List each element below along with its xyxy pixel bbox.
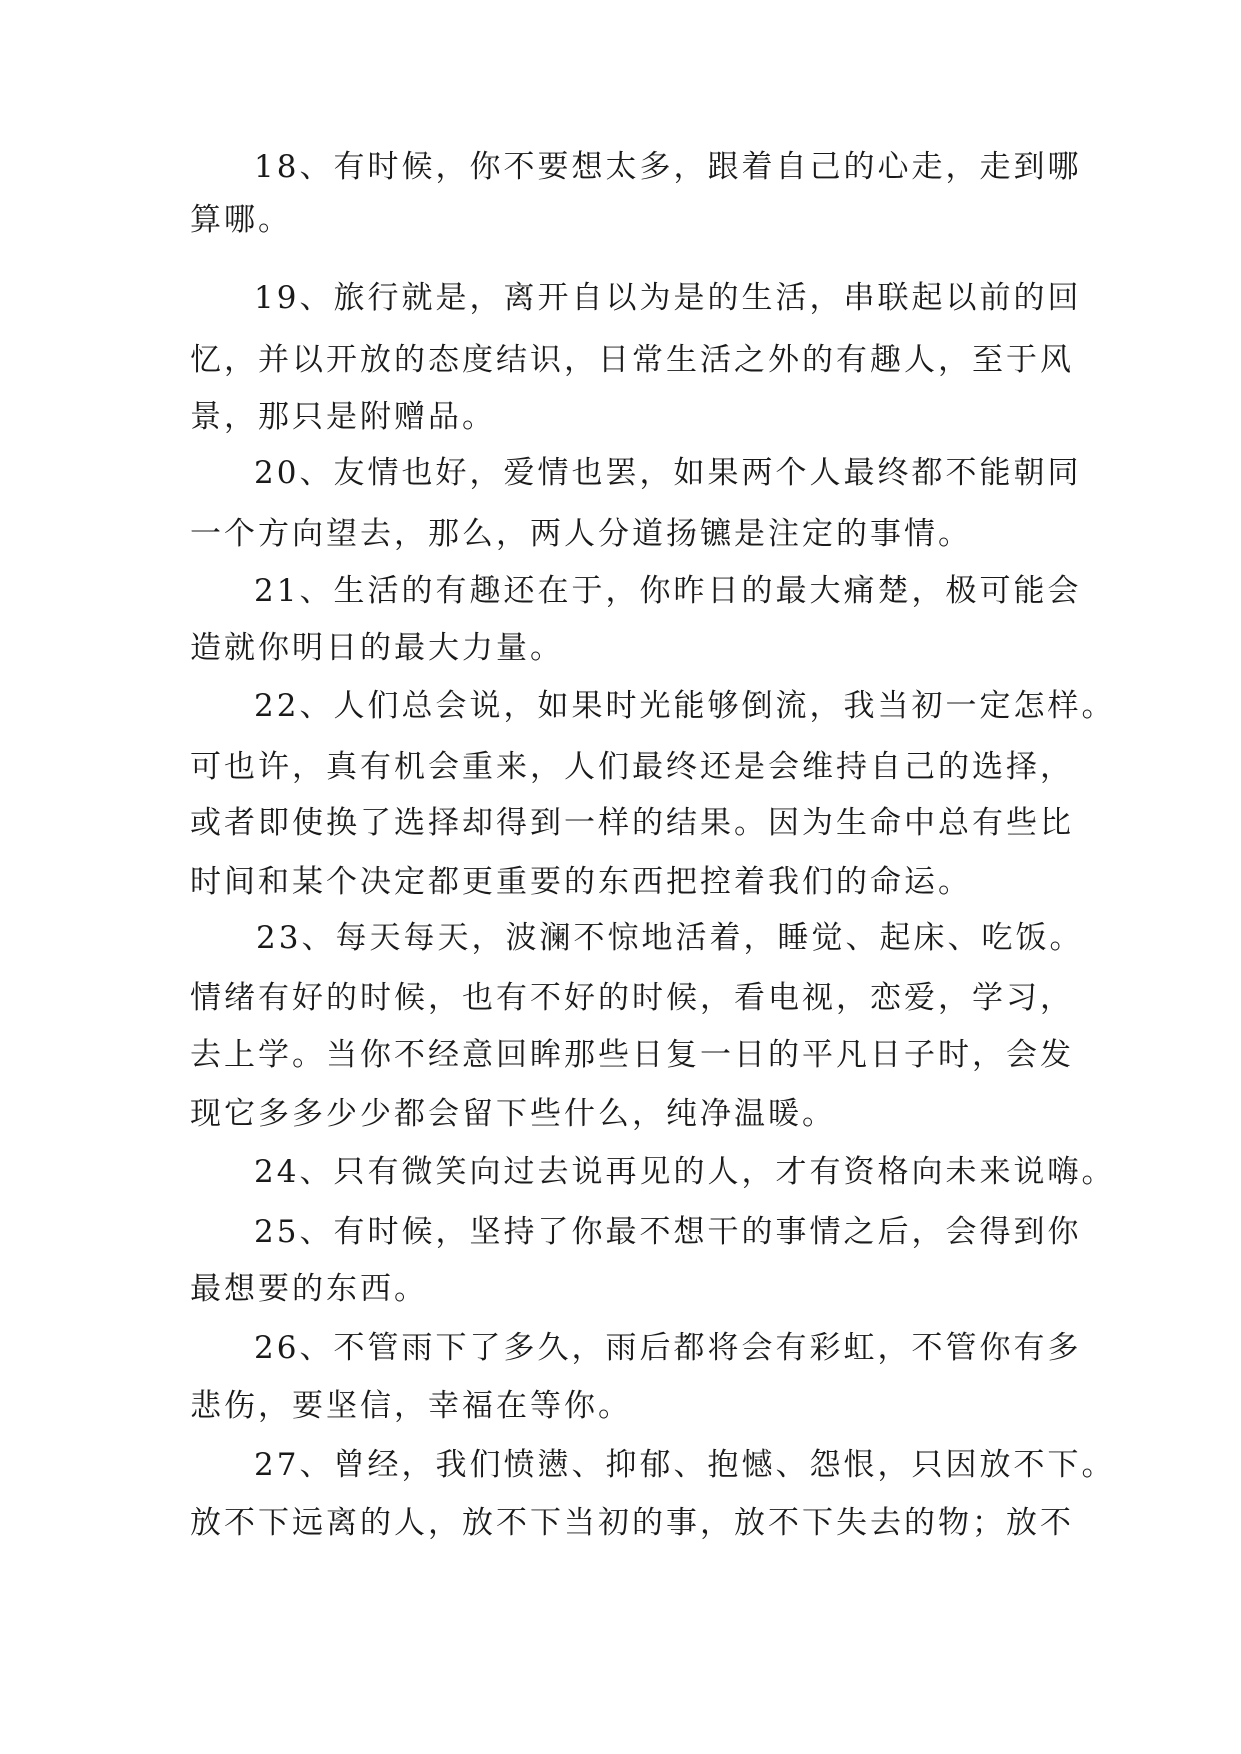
text-line: 23、每天每天，波澜不惊地活着，睡觉、起床、吃饭。 bbox=[256, 920, 1084, 956]
text-line: 20、友情也好，爱情也罢，如果两个人最终都不能朝同 bbox=[254, 455, 1082, 491]
text-line: 21、生活的有趣还在于，你昨日的最大痛楚，极可能会 bbox=[254, 573, 1082, 609]
text-line: 放不下远离的人，放不下当初的事，放不下失去的物；放不 bbox=[190, 1505, 1074, 1541]
text-line: 22、人们总会说，如果时光能够倒流，我当初一定怎样。 bbox=[254, 688, 1116, 724]
text-line: 情绪有好的时候，也有不好的时候，看电视，恋爱，学习， bbox=[190, 980, 1074, 1016]
text-line: 景，那只是附赠品。 bbox=[190, 399, 496, 435]
text-line: 时间和某个决定都更重要的东西把控着我们的命运。 bbox=[190, 864, 972, 900]
text-line: 26、不管雨下了多久，雨后都将会有彩虹，不管你有多 bbox=[254, 1330, 1082, 1366]
text-line: 可也许，真有机会重来，人们最终还是会维持自己的选择， bbox=[190, 749, 1074, 785]
text-line: 最想要的东西。 bbox=[190, 1271, 428, 1307]
text-line: 去上学。当你不经意回眸那些日复一日的平凡日子时，会发 bbox=[190, 1037, 1074, 1073]
text-line: 25、有时候，坚持了你最不想干的事情之后，会得到你 bbox=[254, 1214, 1082, 1250]
text-line: 现它多多少少都会留下些什么，纯净温暖。 bbox=[190, 1096, 836, 1132]
text-line: 27、曾经，我们愤懑、抑郁、抱憾、怨恨，只因放不下。 bbox=[254, 1447, 1116, 1483]
text-line: 19、旅行就是，离开自以为是的生活，串联起以前的回 bbox=[254, 280, 1082, 316]
text-line: 算哪。 bbox=[190, 202, 292, 238]
text-line: 18、有时候，你不要想太多，跟着自己的心走，走到哪 bbox=[254, 149, 1082, 185]
text-line: 24、只有微笑向过去说再见的人，才有资格向未来说嗨。 bbox=[254, 1154, 1116, 1190]
text-line: 悲伤，要坚信，幸福在等你。 bbox=[190, 1388, 632, 1424]
text-line: 一个方向望去，那么，两人分道扬镳是注定的事情。 bbox=[190, 516, 972, 552]
text-line: 或者即使换了选择却得到一样的结果。因为生命中总有些比 bbox=[190, 805, 1074, 841]
text-line: 忆，并以开放的态度结识，日常生活之外的有趣人，至于风 bbox=[190, 342, 1074, 378]
text-line: 造就你明日的最大力量。 bbox=[190, 630, 564, 666]
